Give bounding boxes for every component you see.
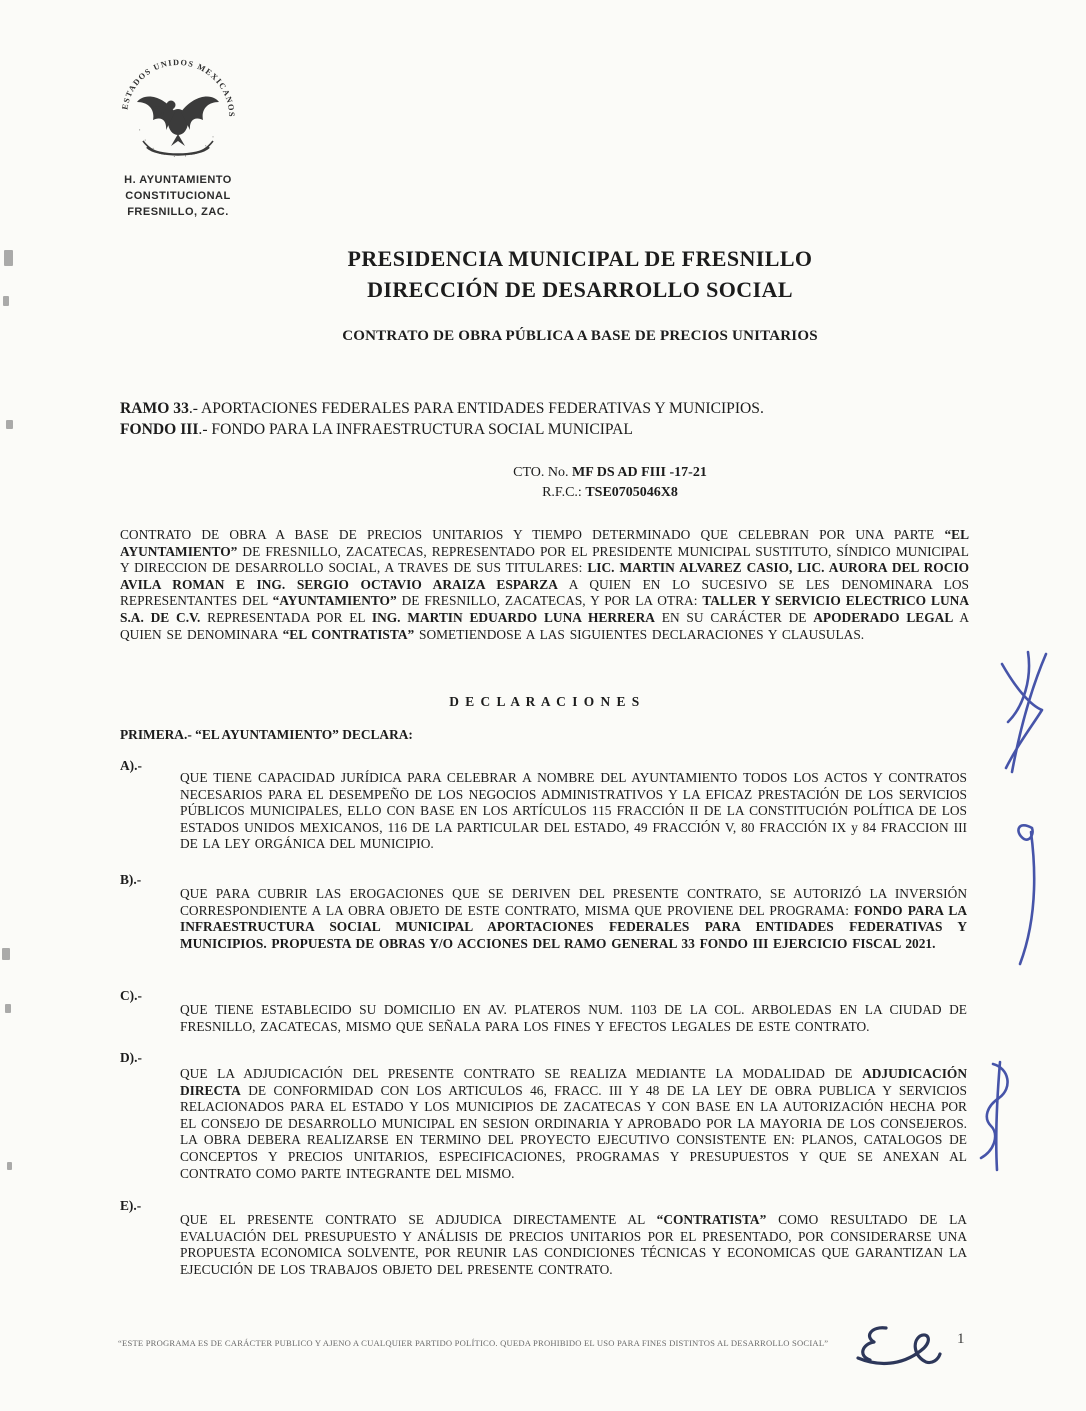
declaration-paragraph-b: QUE PARA CUBRIR LAS EROGACIONES QUE SE DERIVEN DEL PRESENTE CONTRATO, SE AUTORIZÓ LA INVERSIÓN CORRESPONDIENTE A LA OBRA OBJETO DE ESTE CONTRATO, MISMA QUE PROVIENE DEL PROGRAMA: FONDO PARA LA INFRAESTRUCTURA SOCIAL MUNICIPAL APORTACIONES FEDERALES PARA ENTIDADES FEDERATIVAS Y MUNICIPIOS. PROPUESTA DE OBRAS Y/O ACCIONES DEL RAMO GENERAL 33 FONDO III EJERCICIO FISCAL 2021. (180, 886, 967, 951)
fondo-line: FONDO III.- FONDO PARA LA INFRAESTRUCTURA SOCIAL MUNICIPAL (120, 421, 633, 438)
rfc-line: R.F.C.: TSE0705046X8 (542, 485, 678, 500)
scan-artifact (5, 1004, 11, 1013)
svg-text:ESTADOS UNIDOS MEXICANOS (120, 58, 236, 118)
scan-artifact (7, 1162, 12, 1170)
declaration-label-e: E).- (120, 1198, 142, 1213)
org-name-line-2: CONSTITUCIONAL (125, 190, 231, 202)
scan-artifact (4, 250, 13, 266)
declaration-paragraph-c: QUE TIENE ESTABLECIDO SU DOMICILIO EN AV. PLATEROS NUM. 1103 DE LA COL. ARBOLEDAS EN LA CIUDAD DE FRESNILLO, ZACATECAS, MISMO QUE SEÑALA PARA LOS FINES Y EFECTOS LEGALES DE ESTE CONTRATO. (180, 1002, 967, 1034)
declaraciones-heading: D E C L A R A C I O N E S (449, 694, 641, 709)
seal-ring-text: ESTADOS UNIDOS MEXICANOS (120, 57, 237, 118)
declaration-paragraph-a: QUE TIENE CAPACIDAD JURÍDICA PARA CELEBRAR A NOMBRE DEL AYUNTAMIENTO TODOS LOS ACTOS Y CONTRATOS NECESARIOS PARA EL DESEMPEÑO DE LOS NEGOCIOS ADMINISTRATIVOS Y LA EFICAZ PRESTACIÓN DE LOS SERVICIOS PÚBLICOS MUNICIPALES, ELLO CON BASE EN LOS ARTÍCULOS 115 FRACCIÓN II DE LA CONSTITUCIÓN POLÍTICA DE LOS ESTADOS UNIDOS MEXICANOS, 116 DE LA PARTICULAR DEL ESTADO, 49 FRACCIÓN V, 80 FRACCIÓN IX y 84 FRACCION III DE LA LEY ORGÁNICA DEL MUNICIPIO. (180, 770, 967, 852)
declaration-paragraph-d: QUE LA ADJUDICACIÓN DEL PRESENTE CONTRATO SE REALIZA MEDIANTE LA MODALIDAD DE ADJUDICACIÓN DIRECTA DE CONFORMIDAD CON LOS ARTICULOS 46, FRACC. III Y 48 DE LA LEY DE OBRA PUBLICA Y SERVICIOS RELACIONADOS PARA EL ESTADO Y LOS MUNICIPIOS DE ZACATECAS Y CON BASE EN LA AUTORIZACIÓN HECHA POR EL CONSEJO DE DESARROLLO MUNICIPAL EN SESION ORDINARIA Y APROBADO POR LA MAYORIA DE LOS CONSEJEROS. LA OBRA DEBERA REALIZARSE EN TERMINO DEL PROYECTO EJECUTIVO CONSISTENTE EN: PLANOS, CATALOGOS DE CONCEPTOS Y PRECIOS UNITARIOS, ESPECIFICACIONES, PROGRAMAS Y PRESUPUESTOS Y QUE SE ANEXAN AL CONTRATO COMO PARTE INTEGRANTE DEL MISMO. (180, 1066, 967, 1181)
org-name-line-3: FRESNILLO, ZAC. (127, 206, 229, 218)
scan-artifact (6, 420, 13, 429)
declaration-paragraph-e: QUE EL PRESENTE CONTRATO SE ADJUDICA DIRECTAMENTE AL “CONTRATISTA” COMO RESULTADO DE LA EVALUACIÓN DEL PRESUPUESTO Y ANÁLISIS DE PRECIOS UNITARIOS POR EL PRESENTADO, POR CONSIDERARSE UNA PROPUESTA ECONOMICA SOLVENTE, POR REUNIR LAS CONDICIONES TÉCNICAS Y ECONOMICAS QUE GARANTIZAN LA EJECUCIÓN DE LOS TRABAJOS OBJETO DEL PRESENTE CONTRATO. (180, 1212, 967, 1277)
scan-artifact (2, 948, 10, 960)
page-number: 1 (957, 1331, 965, 1347)
footer-disclaimer: “ESTE PROGRAMA ES DE CARÁCTER PUBLICO Y AJENO A CUALQUIER PARTIDO POLÍTICO. QUEDA PROHIBIDO EL USO PARA FINES DISTINTOS AL DESARROLLO SOCIAL” (118, 1338, 829, 1348)
declaration-label-c: C).- (120, 988, 142, 1003)
seal-ring-dots: · · · · · · · · · (135, 127, 220, 162)
pen-flourish-mark-3 (965, 1058, 1015, 1176)
pen-scribble-initials-1 (988, 648, 1066, 780)
letterhead (98, 52, 258, 220)
declaration-label-b: B).- (120, 872, 142, 887)
declaration-label-d: D).- (120, 1050, 142, 1065)
org-name-line-1: H. AYUNTAMIENTO (124, 174, 232, 186)
ramo-line: RAMO 33.- APORTACIONES FEDERALES PARA ENTIDADES FEDERATIVAS Y MUNICIPIOS. (120, 400, 764, 417)
signature-mark (848, 1306, 948, 1374)
mexican-coat-of-arms-seal-icon (111, 52, 245, 168)
document-title (110, 243, 1050, 305)
document-subtitle: CONTRATO DE OBRA PÚBLICA A BASE DE PRECIOS UNITARIOS (342, 328, 818, 344)
title-line-1: PRESIDENCIA MUNICIPAL DE FRESNILLO (347, 246, 813, 271)
primera-heading: PRIMERA.- “EL AYUNTAMIENTO” DECLARA: (120, 727, 413, 742)
title-line-2: DIRECCIÓN DE DESARROLLO SOCIAL (367, 277, 793, 302)
declaration-label-a: A).- (120, 758, 142, 773)
scan-artifact (3, 296, 9, 306)
program-heading (120, 398, 986, 440)
opening-paragraph: CONTRATO DE OBRA A BASE DE PRECIOS UNITARIOS Y TIEMPO DETERMINADO QUE CELEBRAN POR UNA PARTE “EL AYUNTAMIENTO” DE FRESNILLO, ZACATECAS, REPRESENTADO POR EL PRESIDENTE MUNICIPAL SUSTITUTO, SÍNDICO MUNICIPAL Y DIRECCION DE DESARROLLO SOCIAL, A TRAVES DE SUS TITULARES: LIC. MARTIN ALVAREZ CASIO, LIC. AURORA DEL ROCIO AVILA ROMAN E ING. SERGIO OCTAVIO ARAIZA ESPARZA A QUIEN EN LO SUCESIVO SE LES DENOMINARA LOS REPRESENTANTES DEL “AYUNTAMIENTO” DE FRESNILLO, ZACATECAS, Y POR LA OTRA: TALLER Y SERVICIO ELECTRICO LUNA S.A. DE C.V. REPRESENTADA POR EL ING. MARTIN EDUARDO LUNA HERRERA EN SU CARÁCTER DE APODERADO LEGAL A QUIEN SE DENOMINARA “EL CONTRATISTA” SOMETIENDOSE A LAS SIGUIENTES DECLARACIONES Y CLAUSULAS. (120, 527, 970, 642)
contract-number-line: CTO. No. MF DS AD FIII -17-21 (513, 465, 707, 480)
pen-stroke-mark-2 (1008, 812, 1048, 972)
org-name-block (98, 172, 258, 220)
